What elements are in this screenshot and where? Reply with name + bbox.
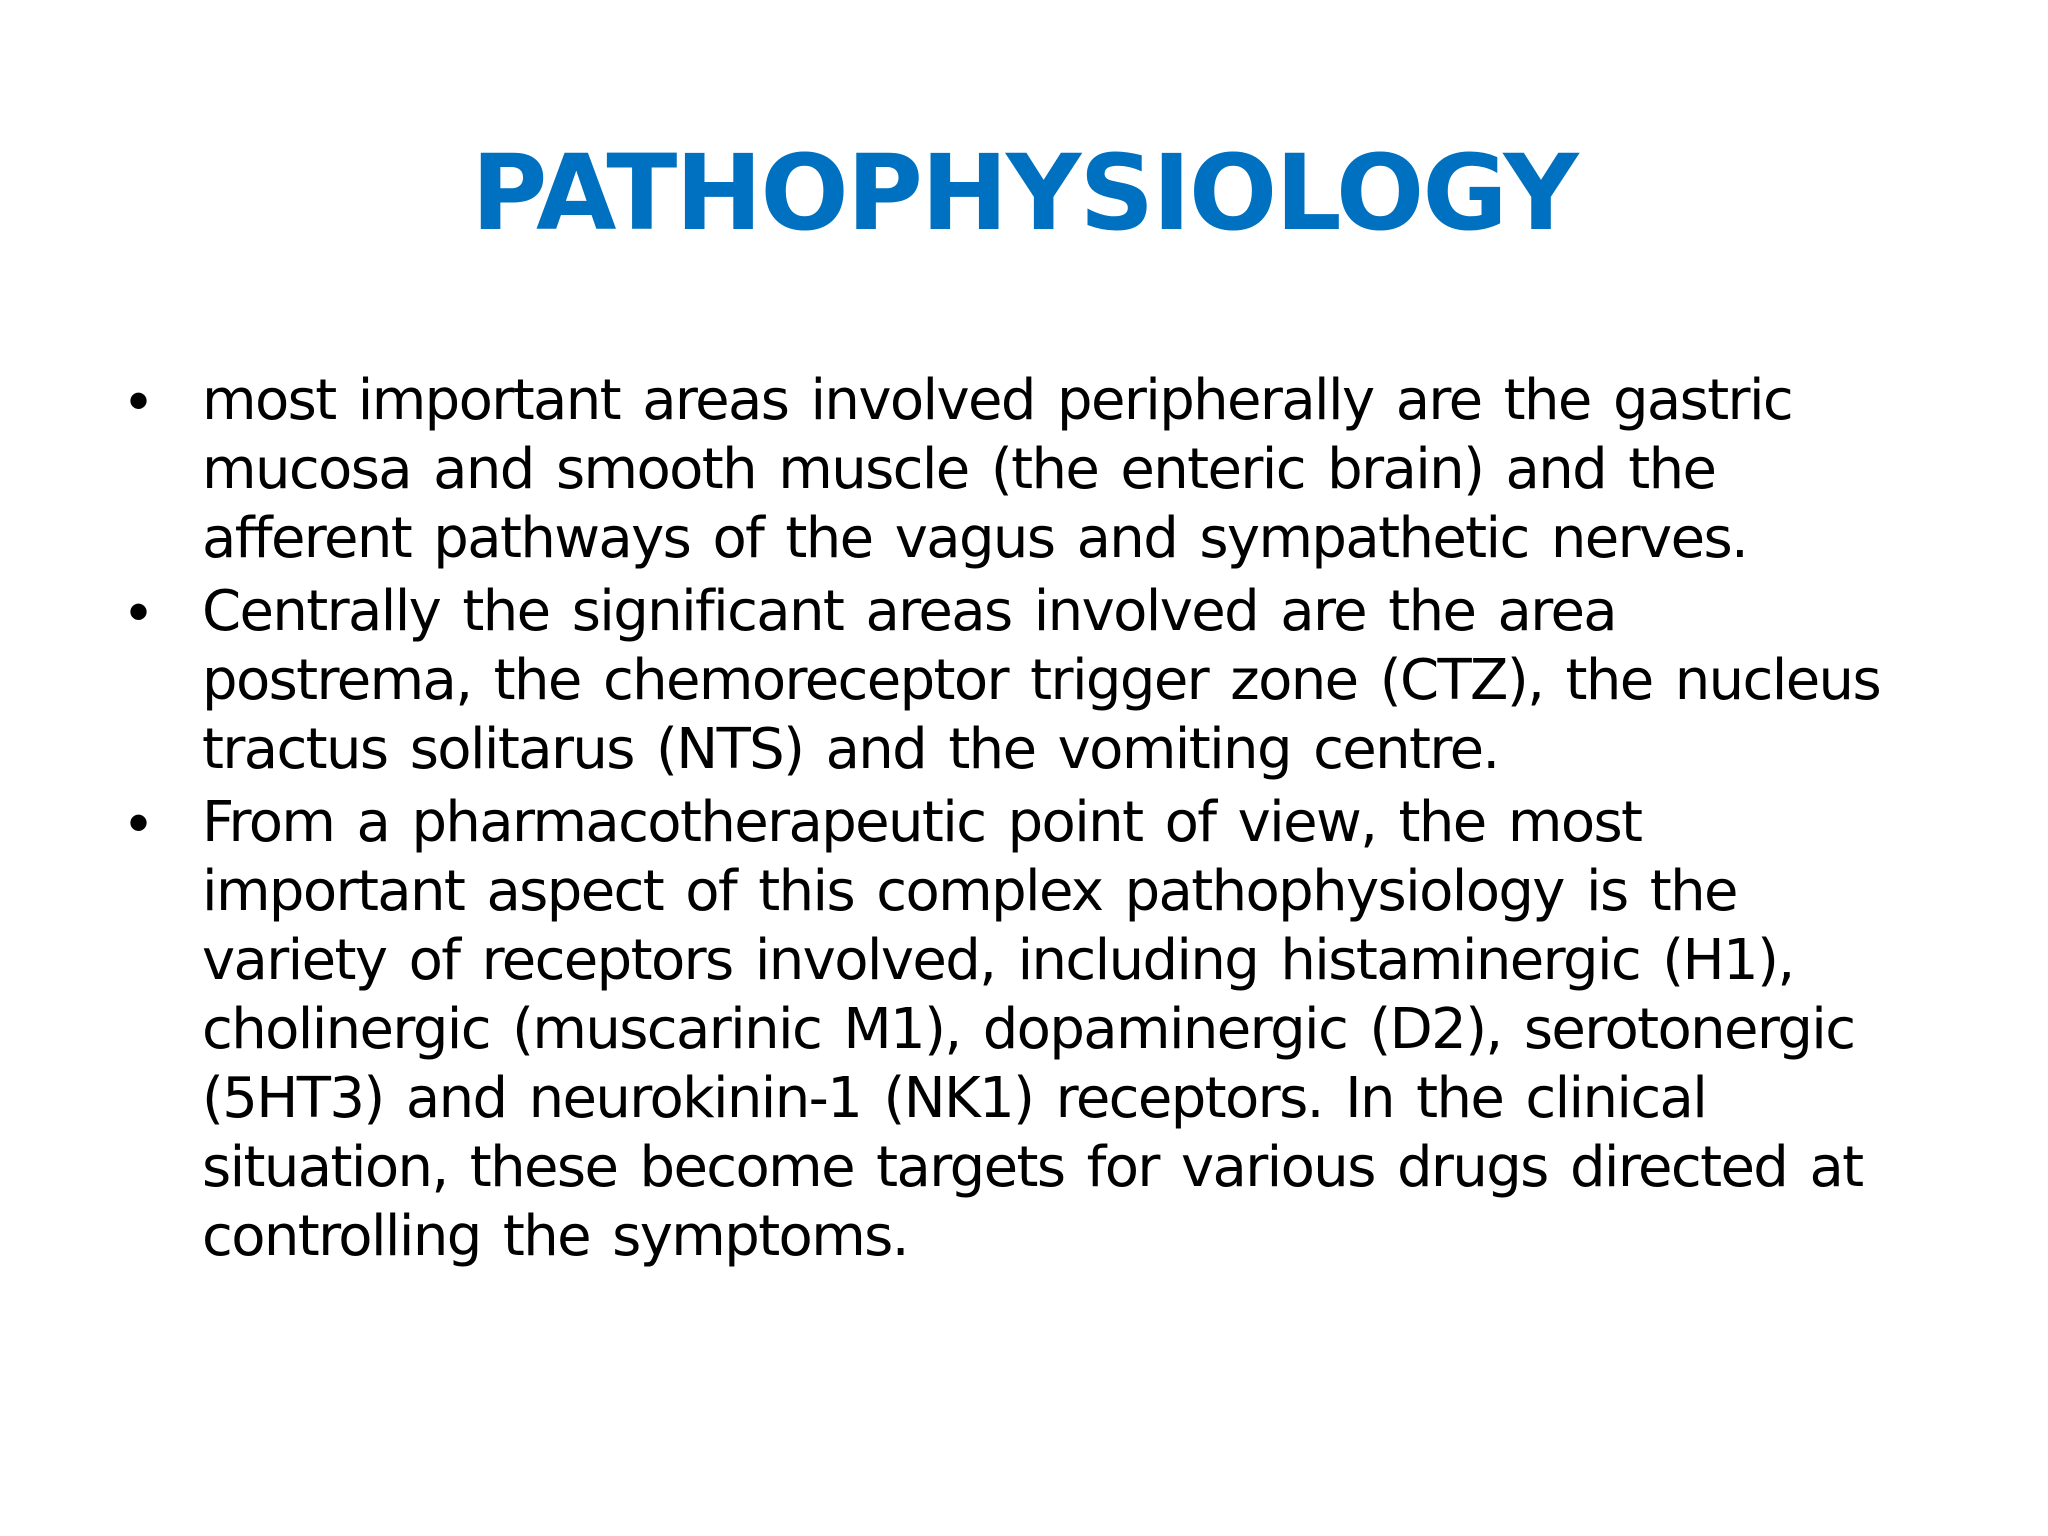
bullet-item-pharmacotherapeutic [118, 788, 1998, 1271]
bullet-item-peripheral [118, 366, 1998, 573]
bullet-text: From a pharmacotherapeutic point of view, the most important aspect of this complex pathophysiology is the variety of receptors involved, including histaminergic (H1), cholinergic (muscarinic M1), dopaminergic (D2), serotonergic (5HT3) and neurokinin-1 (NK1) receptors. In the clinical situation, these become targets for various drugs directed at controlling the symptoms. [202, 790, 1863, 1269]
bullet-dot-icon: • [128, 789, 150, 856]
bullet-dot-icon: • [128, 367, 150, 434]
bullet-item-central [118, 577, 1998, 784]
bullet-list [118, 366, 1998, 1275]
bullet-text: most important areas involved peripherally are the gastric mucosa and smooth muscle (the enteric brain) and the afferent pathways of the vagus and sympathetic nerves. [202, 368, 1793, 571]
bullet-dot-icon: • [128, 578, 150, 645]
slide-title: PATHOPHYSIOLOGY [471, 132, 1577, 254]
bullet-text: Centrally the significant areas involved are the area postrema, the chemoreceptor trigger zone (CTZ), the nucleus tractus solitarus (NTS) and the vomiting centre. [202, 579, 1881, 782]
